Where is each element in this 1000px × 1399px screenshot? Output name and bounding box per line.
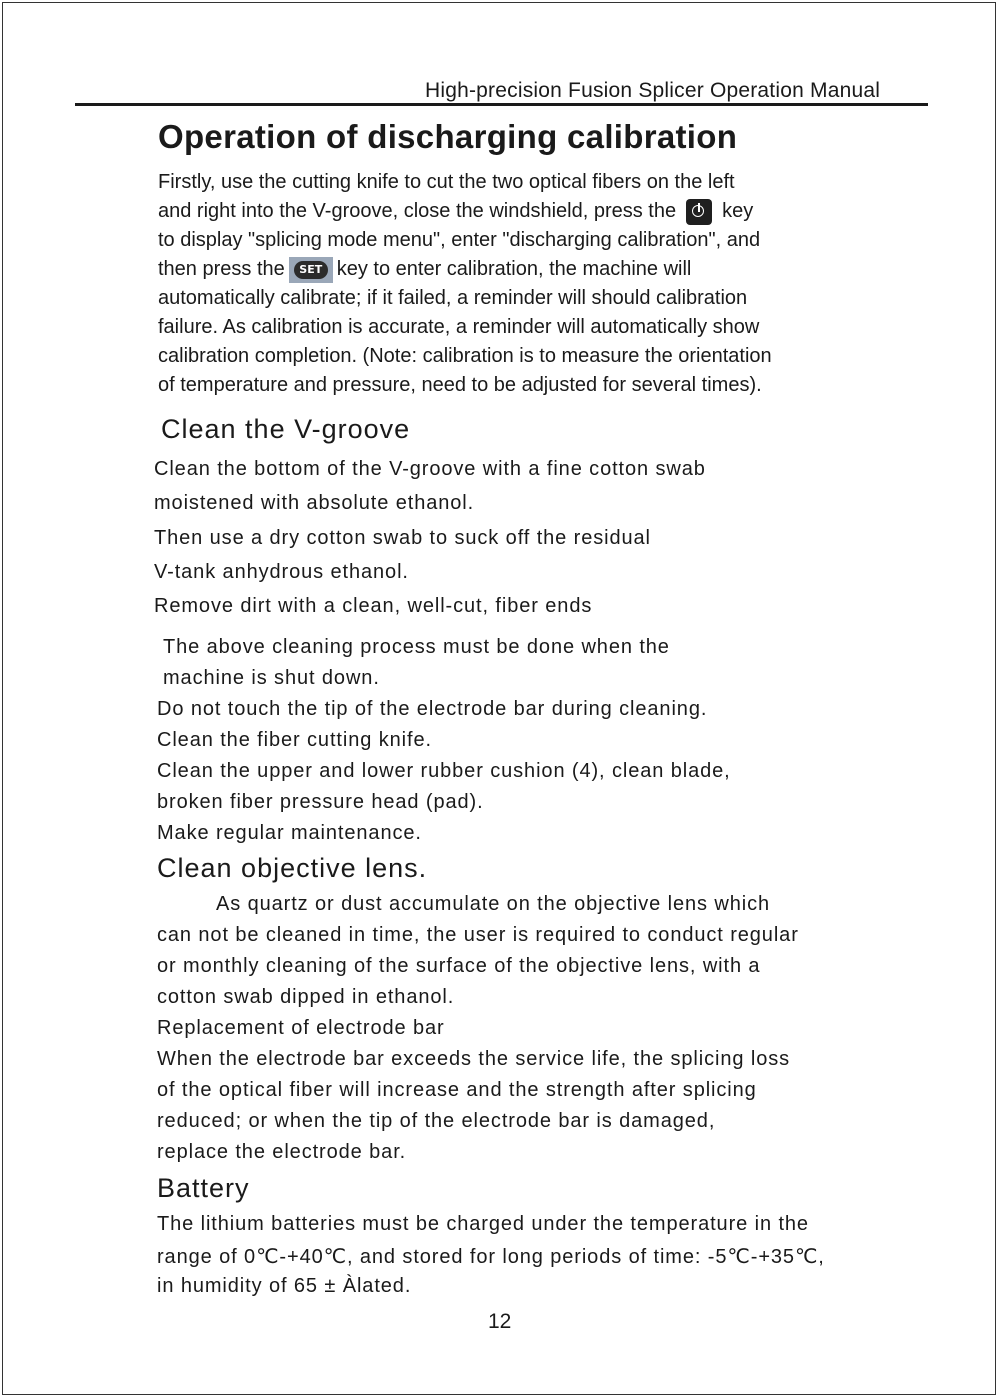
section-title-battery: Battery — [157, 1173, 250, 1203]
section-title-clean-objective-lens: Clean objective lens. — [157, 853, 428, 883]
section-title-clean-v-groove: Clean the V-groove — [161, 414, 411, 444]
paragraph-line: or monthly cleaning of the surface of the objective lens, with a — [157, 955, 761, 977]
paragraph-line: Replacement of electrode bar — [157, 1017, 445, 1039]
paragraph-line: in humidity of 65 ± Àlated. — [157, 1275, 412, 1297]
header-rule — [75, 103, 928, 106]
paragraph-line: of temperature and pressure, need to be adjusted for several times). — [158, 374, 762, 396]
set-key-icon — [289, 257, 333, 283]
paragraph-line — [158, 197, 753, 226]
paragraph-line: automatically calibrate; if it failed, a reminder will should calibration — [158, 287, 748, 309]
paragraph-text: key to enter calibration, the machine will — [336, 258, 692, 280]
paragraph-line: of the optical fiber will increase and the strength after splicing — [157, 1079, 757, 1101]
paragraph-line: reduced; or when the tip of the electrode bar is damaged, — [157, 1110, 716, 1132]
paragraph-line — [158, 255, 691, 284]
paragraph-line: The above cleaning process must be done when the — [163, 636, 670, 658]
paragraph-line: The lithium batteries must be charged under the temperature in the — [157, 1213, 809, 1235]
paragraph-line: moistened with absolute ethanol. — [154, 492, 475, 514]
paragraph-text: and right into the V-groove, close the windshield, press the — [158, 200, 677, 222]
paragraph-line: As quartz or dust accumulate on the objective lens which — [216, 893, 771, 915]
paragraph-line: Clean the upper and lower rubber cushion (4), clean blade, — [157, 760, 731, 782]
paragraph-line: broken fiber pressure head (pad). — [157, 791, 484, 813]
paragraph-line: Clean the fiber cutting knife. — [157, 729, 432, 751]
paragraph-line: to display "splicing mode menu", enter "discharging calibration", and — [158, 229, 761, 251]
paragraph-text: then press the — [158, 258, 285, 280]
section-title-calibration: Operation of discharging calibration — [158, 118, 738, 155]
paragraph-line: replace the electrode bar. — [157, 1141, 407, 1163]
paragraph-line: Remove dirt with a clean, well-cut, fiber ends — [154, 595, 593, 617]
paragraph-text: key — [722, 200, 754, 222]
paragraph-line: Clean the bottom of the V-groove with a fine cotton swab — [154, 458, 706, 480]
power-key-icon — [686, 199, 712, 225]
paragraph-line: V-tank anhydrous ethanol. — [154, 561, 409, 583]
paragraph-line: failure. As calibration is accurate, a reminder will automatically show — [158, 316, 760, 338]
paragraph-line: Firstly, use the cutting knife to cut the two optical fibers on the left — [158, 171, 735, 193]
paragraph-line: Make regular maintenance. — [157, 822, 422, 844]
paragraph-line: machine is shut down. — [163, 667, 380, 689]
paragraph-line: When the electrode bar exceeds the service life, the splicing loss — [157, 1048, 791, 1070]
paragraph-line: calibration completion. (Note: calibration is to measure the orientation — [158, 345, 772, 367]
paragraph-line: range of 0℃-+40℃, and stored for long periods of time: -5℃-+35℃, — [157, 1246, 825, 1268]
set-key-label: SET — [294, 261, 328, 279]
page-number: 12 — [488, 1310, 512, 1333]
paragraph-line: cotton swab dipped in ethanol. — [157, 986, 455, 1008]
paragraph-line: Then use a dry cotton swab to suck off the residual — [154, 527, 651, 549]
paragraph-line: Do not touch the tip of the electrode bar during cleaning. — [157, 698, 708, 720]
paragraph-line: can not be cleaned in time, the user is required to conduct regular — [157, 924, 799, 946]
running-header: High-precision Fusion Splicer Operation Manual — [425, 79, 881, 102]
